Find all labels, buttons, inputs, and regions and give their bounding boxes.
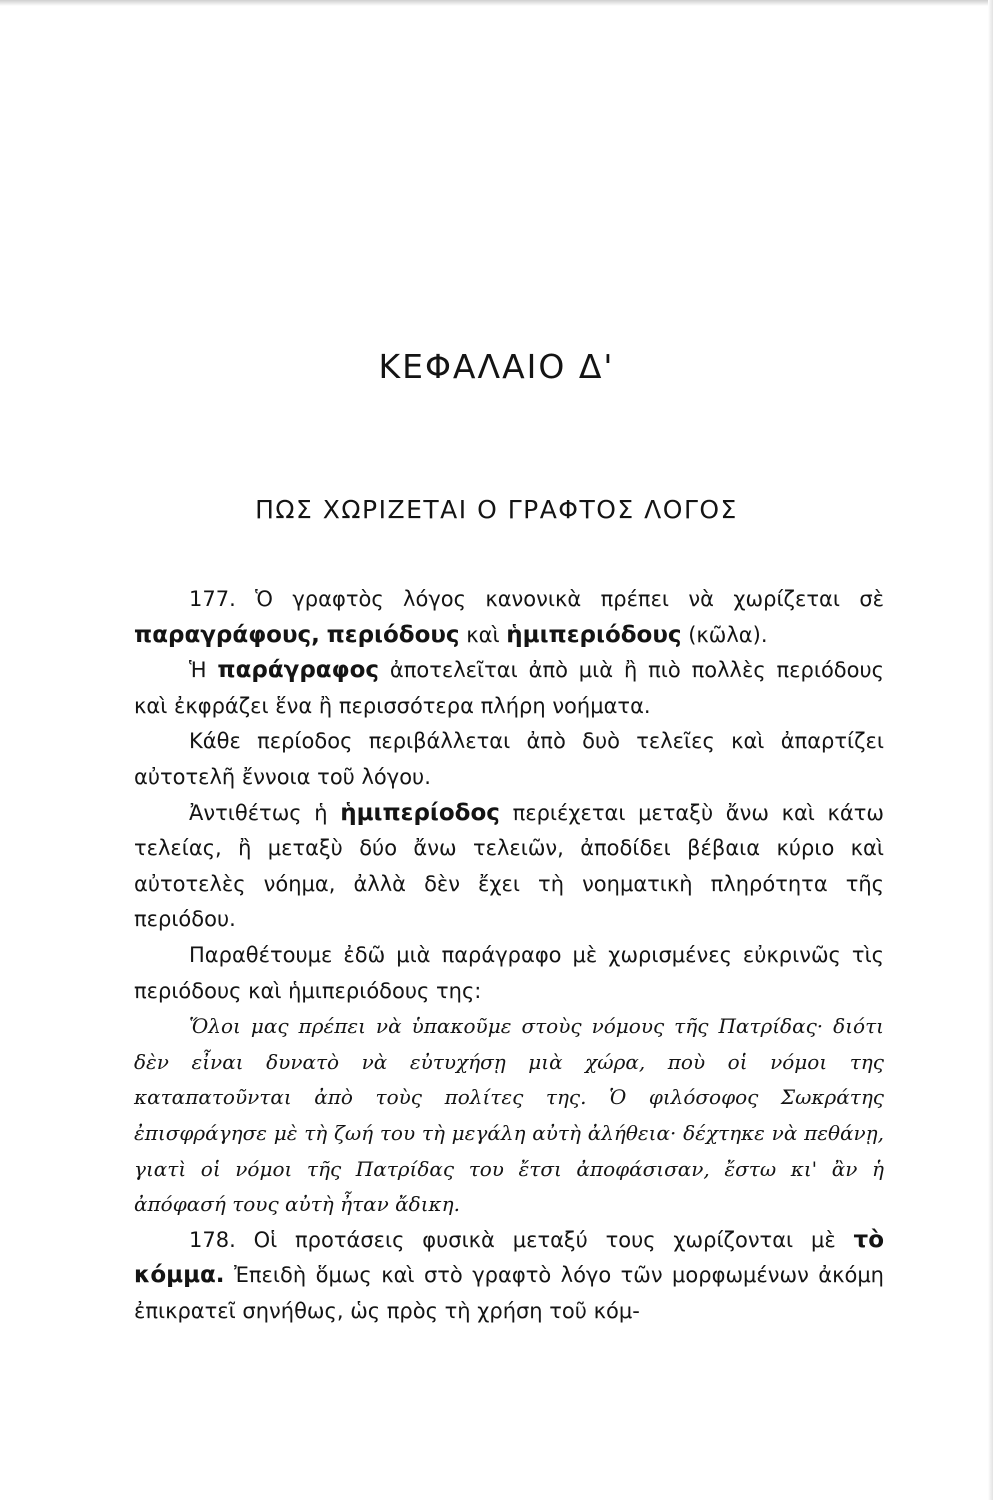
term-comma: τὸ κόμμα. — [134, 1226, 884, 1289]
text-run: (κῶλα). — [681, 622, 768, 647]
text-run — [320, 623, 327, 647]
page-top-edge — [0, 0, 993, 6]
text-run: Ἡ — [189, 658, 218, 683]
term-paragraphs: παραγράφους, — [134, 621, 320, 648]
term-paragraph: παράγραφος — [217, 657, 380, 684]
paragraph-177 — [134, 582, 884, 653]
chapter-title: ΚΕΦΑΛΑΙΟ Δ' — [378, 347, 615, 386]
hemiperiod-definition — [134, 796, 884, 938]
text-run: περιέχεται μεταξὺ ἄνω καὶ κάτω τελείας, ἢ μεταξὺ δύο ἄνω τελειῶν, ἀποδίδει βέβαια κύριο καὶ αὐτοτελὲς νόημα, ἀλλὰ δὲν ἔχει τὴ νοηματικὴ πληρότητα τῆς περιόδου. — [134, 800, 884, 932]
page-right-edge — [988, 0, 993, 1500]
example-intro: Παραθέτουμε ἐδῶ μιὰ παράγραφο μὲ χωρισμένες εὐκρινῶς τὶς περιόδους καὶ ἡμιπεριόδους της: — [134, 942, 884, 1003]
paragraph-178 — [134, 1223, 884, 1330]
text-run: Ἐπειδὴ ὅμως καὶ στὸ γραφτὸ λόγο τῶν μορφωμένων ἀκόμη ἐπικρατεῖ σηνήθως, ὡς πρὸς τὴ χρήση τοῦ κόμ- — [134, 1263, 884, 1323]
period-definition: Κάθε περίοδος περιβάλλεται ἀπὸ δυὸ τελεῖες καὶ ἀπαρτίζει αὐτοτελῆ ἔννοια τοῦ λόγου. — [134, 729, 884, 789]
paragraph-definition — [134, 653, 884, 724]
term-hemiperiod: ἡμιπερίοδος — [340, 799, 500, 826]
term-hemiperiods: ἡμιπεριόδους — [506, 621, 682, 648]
text-run: 178. Οἱ προτάσεις φυσικὰ μεταξύ τους χωρίζονται μὲ — [189, 1227, 854, 1252]
text-run: ἀποτελεῖται ἀπὸ μιὰ ἢ πιὸ πολλὲς περιόδους καὶ ἐκφράζει ἕνα ἢ περισσότερα πλήρη νοήματα. — [134, 658, 884, 718]
text-run: 177. Ὁ γραφτὸς λόγος κανονικὰ πρέπει νὰ χωρίζεται σὲ — [189, 587, 884, 611]
text-run: Ἀντιθέτως ἡ — [189, 800, 341, 825]
text-run: καὶ — [459, 622, 507, 647]
example-paragraph: Ὅλοι μας πρέπει νὰ ὑπακοῦμε στοὺς νόμους τῆς Πατρίδας· διότι δὲν εἶναι δυνατὸ νὰ εὐτυχήσῃ μιὰ χώρα, ποὺ οἱ νόμοι της καταπατοῦνται ἀπὸ τοὺς πολίτες της. Ὁ φιλόσοφος Σωκράτης ἐπισφράγησε μὲ τὴ ζωή του τὴ μεγάλη αὐτὴ ἀλήθεια· δέχτηκε νὰ πεθάνῃ, γιατὶ οἱ νόμοι τῆς Πατρίδας του ἔτσι ἀποφάσισαν, ἔστω κι' ἂν ἡ ἀπόφασή τους αὐτὴ ἦταν ἄδικη. — [134, 1014, 884, 1217]
body-text — [134, 582, 884, 1329]
section-title: ΠΩΣ ΧΩΡΙΖΕΤΑΙ Ο ΓΡΑΦΤΟΣ ΛΟΓΟΣ — [255, 495, 738, 524]
term-periods: περιόδους — [326, 621, 460, 648]
